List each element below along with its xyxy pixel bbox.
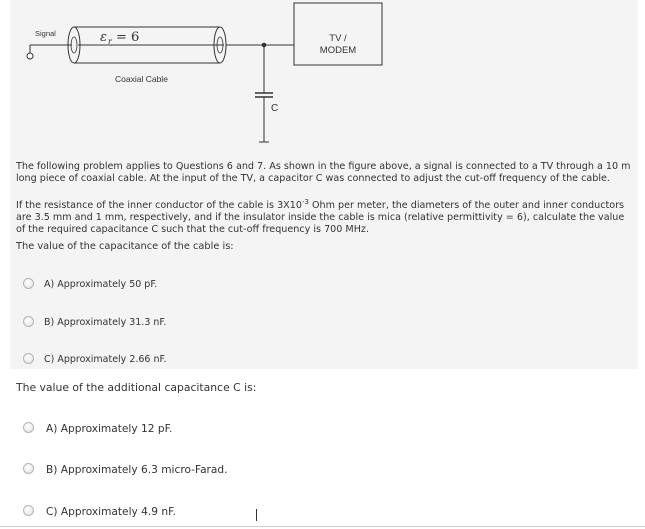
capacitor-label: C bbox=[271, 103, 279, 114]
cable-label: Coaxial Cable bbox=[115, 74, 168, 84]
q2-option-a-label[interactable]: A) Approximately 12 pF. bbox=[46, 423, 173, 435]
modem-label: MODEM bbox=[319, 45, 357, 56]
q2-option-b-radio[interactable] bbox=[23, 463, 34, 474]
tv-label: TV / bbox=[329, 33, 347, 44]
q1-option-a-label[interactable]: A) Approximately 50 pF. bbox=[44, 279, 158, 290]
q1-option-c-label[interactable]: C) Approximately 2.66 nF. bbox=[44, 354, 167, 365]
q1-option-b-label[interactable]: B) Approximately 31.3 nF. bbox=[44, 317, 167, 328]
problem-details-part1: If the resistance of the inner conductor of the cable is 3X10 bbox=[16, 200, 302, 212]
question1-label: The value of the capacitance of the cable is: bbox=[16, 241, 234, 252]
q2-option-c-radio[interactable] bbox=[23, 505, 34, 516]
problem-intro: The following problem applies to Questions 6 and 7. As shown in the figure above, a signal is connected to a TV through a 10 m long piece of coaxial cable. At the input of the TV, a capacitor C was connected to adjust the cut-off frequency of the cable. bbox=[16, 161, 631, 184]
question2-label: The value of the additional capacitance C is: bbox=[16, 381, 257, 394]
q1-option-b-radio[interactable] bbox=[23, 316, 34, 327]
problem-details-exponent: -3 bbox=[301, 198, 309, 206]
permittivity-subscript: r bbox=[108, 37, 112, 46]
q2-option-a-radio[interactable] bbox=[23, 422, 34, 433]
capacitor bbox=[255, 45, 273, 142]
q1-option-a-radio[interactable] bbox=[23, 278, 34, 289]
q1-option-c-radio[interactable] bbox=[23, 353, 34, 364]
permittivity-label: ε bbox=[100, 30, 107, 45]
problem-details-part2: Ohm per meter, the diameters of the outer and inner conductors are 3.5 mm and 1 mm, respectively, and if the insulator inside the cable is mica (relative permittivity = 6), calculate the value of the required capacitance C such that the cut-off frequency is 700 MHz. bbox=[16, 200, 625, 236]
bottom-divider bbox=[0, 526, 645, 527]
problem-details bbox=[16, 196, 636, 236]
text-cursor bbox=[256, 509, 257, 521]
q2-option-c-label[interactable]: C) Approximately 4.9 nF. bbox=[46, 506, 176, 518]
permittivity-value: = 6 bbox=[116, 30, 140, 45]
circuit-figure bbox=[24, 0, 424, 150]
signal-label: Signal bbox=[35, 29, 56, 38]
signal-terminal bbox=[27, 53, 33, 59]
coaxial-cable bbox=[68, 27, 226, 63]
q2-option-b-label[interactable]: B) Approximately 6.3 micro-Farad. bbox=[46, 464, 228, 476]
